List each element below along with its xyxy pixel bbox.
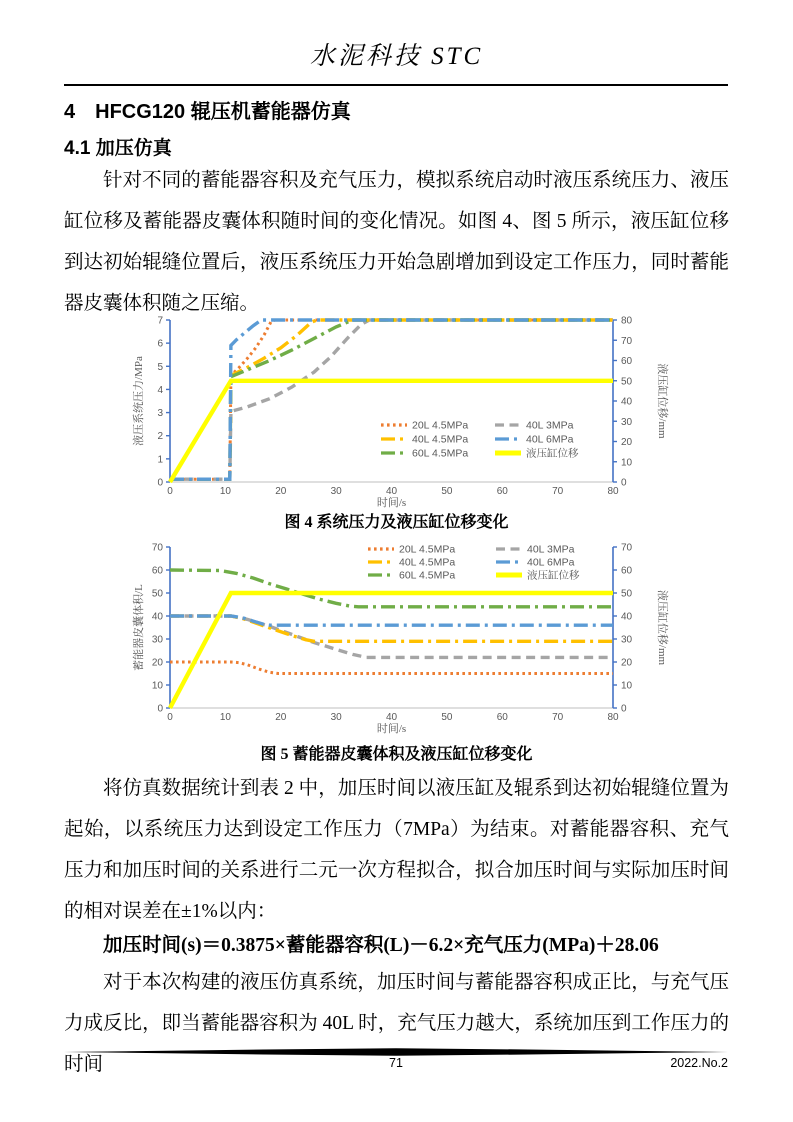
x-tick-label: 0 [167, 712, 173, 723]
legend-label: 60L 4.5MPa [399, 569, 456, 582]
legend-label: 20L 4.5MPa [412, 419, 469, 432]
left-tick-label: 4 [157, 384, 163, 396]
x-tick-label: 40 [385, 486, 398, 497]
series-line-40L 6MPa [170, 616, 613, 625]
right-tick-label: 50 [621, 376, 633, 388]
right-tick-label: 20 [621, 437, 633, 448]
right-tick-label: 40 [621, 396, 633, 408]
right-tick-label: 70 [621, 335, 633, 347]
header-rule [64, 84, 728, 86]
x-tick-label: 10 [219, 486, 231, 497]
right-tick-label: 0 [621, 477, 627, 489]
fitting-formula: 加压时间(s)＝0.3875×蓄能器容积(L)－6.2×充气压力(MPa)＋28.06 [103, 935, 659, 956]
x-tick-label: 30 [330, 486, 342, 497]
section-heading: 4 HFCG120 辊压机蓄能器仿真 [64, 101, 351, 123]
figure5-chart [128, 538, 688, 738]
right-tick-label: 20 [621, 657, 633, 669]
figure5-caption: 图 5 蓄能器皮囊体积及液压缸位移变化 [260, 746, 533, 763]
left-tick-label: 7 [157, 315, 163, 327]
x-tick-label: 40 [385, 712, 398, 723]
legend-label: 40L 3MPa [527, 543, 575, 556]
right-tick-label: 70 [621, 542, 633, 554]
left-tick-label: 10 [151, 680, 163, 692]
left-tick-label: 5 [157, 361, 163, 373]
x-tick-label: 70 [552, 486, 564, 497]
legend-label: 40L 6MPa [527, 556, 575, 569]
right-tick-label: 80 [621, 315, 633, 327]
x-axis-title: 时间/s [376, 723, 407, 735]
issue-number: 2022.No.2 [670, 1056, 728, 1070]
legend-label: 20L 4.5MPa [399, 543, 456, 556]
right-axis-title: 液压缸位移/mm [656, 363, 668, 439]
page-number: 71 [389, 1056, 403, 1070]
series-line-40L 4.5MPa [170, 616, 613, 641]
left-tick-label: 0 [157, 477, 163, 489]
left-tick-label: 40 [151, 611, 163, 623]
right-tick-label: 60 [621, 356, 633, 367]
x-tick-label: 50 [441, 712, 453, 723]
x-tick-label: 20 [275, 712, 287, 723]
series-line-40L 3MPa [170, 616, 613, 657]
x-tick-label: 20 [275, 486, 287, 497]
legend-label: 40L 4.5MPa [399, 556, 456, 569]
left-tick-label: 70 [151, 542, 163, 554]
left-axis-title: 蓄能器皮囊体积/L [133, 584, 145, 671]
paragraph-intro: 针对不同的蓄能器容积及充气压力，模拟系统启动时液压系统压力、液压缸位移及蓄能器皮囊体积随时间的变化情况。如图 4、图 5 所示，液压缸位移到达初始辊缝位置后，液压系统压力开始急剧增加到设定工作压力，同时蓄能器皮囊体积随之压缩。 [64, 170, 729, 314]
x-tick-label: 60 [496, 486, 508, 497]
right-tick-label: 60 [621, 565, 633, 577]
left-tick-label: 60 [151, 565, 163, 577]
x-tick-label: 0 [167, 486, 173, 497]
right-axis-title: 液压缸位移/mm [656, 589, 668, 666]
subsection-heading: 4.1 加压仿真 [64, 138, 172, 159]
left-tick-label: 50 [151, 588, 163, 600]
left-tick-label: 20 [151, 657, 163, 669]
legend-label: 液压缸位移 [527, 569, 580, 582]
right-tick-label: 0 [621, 703, 627, 715]
footer-rule [64, 1048, 728, 1056]
legend-label: 40L 4.5MPa [412, 433, 469, 446]
right-tick-label: 10 [621, 457, 633, 469]
right-tick-label: 50 [621, 588, 633, 600]
left-tick-label: 3 [157, 408, 163, 420]
x-tick-label: 30 [330, 712, 342, 723]
right-tick-label: 10 [621, 680, 633, 692]
left-tick-label: 30 [151, 634, 163, 646]
journal-header-title: 水泥科技 STC [309, 43, 484, 70]
paragraph-fitting: 将仿真数据统计到表 2 中，加压时间以液压缸及辊系到达初始辊缝位置为起始，以系统压力达到设定工作压力（7MPa）为结束。对蓄能器容积、充气压力和加压时间的关系进行二元一次方程拟合，拟合加压时间与实际加压时间的相对误差在±1%以内： [64, 778, 729, 922]
series-line-20L 4.5MPa [170, 662, 613, 674]
legend-label: 40L 3MPa [526, 419, 574, 432]
series-line-液压缸位移 [170, 593, 613, 708]
figure4-chart [128, 310, 688, 510]
x-tick-label: 80 [607, 486, 619, 497]
x-tick-label: 80 [607, 712, 619, 723]
right-tick-label: 40 [621, 611, 633, 623]
x-axis-title: 时间/s [376, 497, 407, 509]
left-axis-title: 液压系统压力/MPa [133, 356, 145, 446]
legend-label: 液压缸位移 [526, 447, 579, 460]
legend-label: 40L 6MPa [526, 433, 574, 446]
paragraph-conclusion: 对于本次构建的液压仿真系统，加压时间与蓄能器容积成正比，与充气压力成反比，即当蓄能器容积为 40L 时，充气压力越大，系统加压到工作压力的时间 [64, 972, 729, 1075]
x-tick-label: 60 [496, 712, 508, 723]
x-tick-label: 70 [552, 712, 564, 723]
right-tick-label: 30 [621, 416, 633, 428]
x-tick-label: 50 [441, 486, 453, 497]
left-tick-label: 0 [157, 703, 163, 715]
left-tick-label: 2 [157, 431, 163, 443]
legend-label: 60L 4.5MPa [412, 447, 469, 460]
left-tick-label: 6 [157, 338, 163, 350]
figure4-caption: 图 4 系统压力及液压缸位移变化 [284, 514, 509, 531]
right-tick-label: 30 [621, 634, 633, 646]
left-tick-label: 1 [157, 454, 163, 466]
x-tick-label: 10 [219, 712, 231, 723]
